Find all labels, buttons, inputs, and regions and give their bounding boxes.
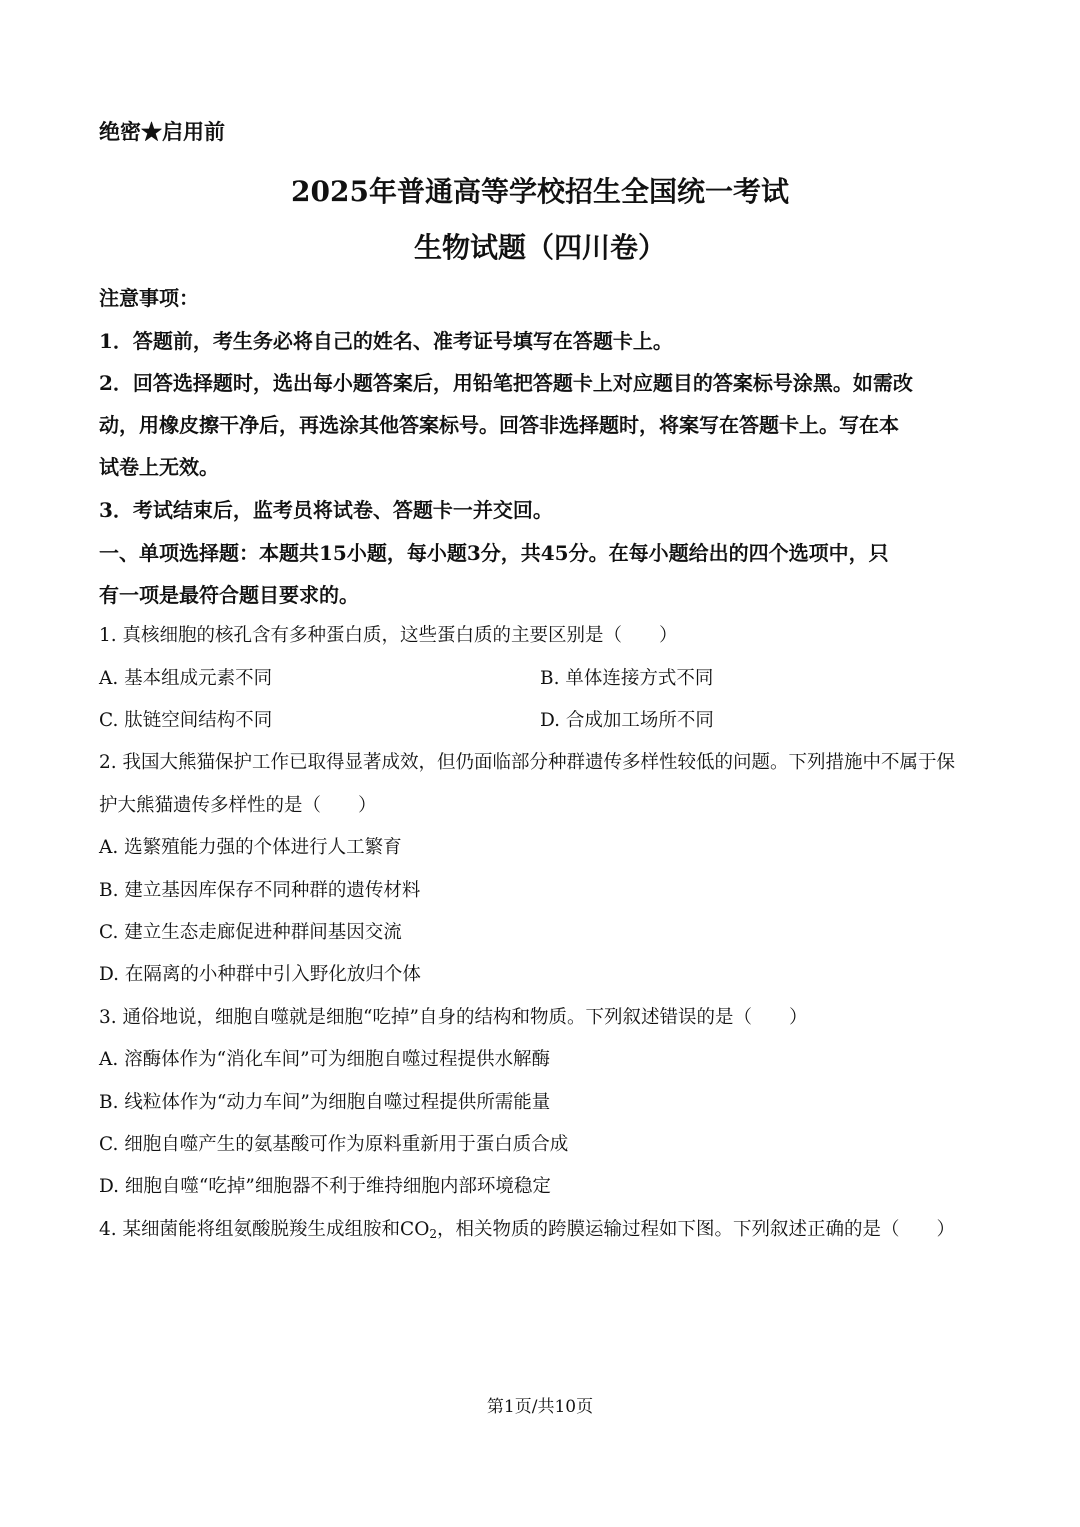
- question-3-stem: 3. 通俗地说，细胞自噬就是细胞“吃掉”自身的结构和物质。下列叙述错误的是（ ）: [99, 1007, 808, 1028]
- question-1-option-d: D. 合成加工场所不同: [540, 710, 714, 731]
- exam-title: 2025年普通高等学校招生全国统一考试: [291, 175, 789, 208]
- question-1-option-c: C. 肽链空间结构不同: [99, 710, 273, 731]
- exam-subtitle: 生物试题（四川卷）: [413, 231, 666, 264]
- question-2-option-c: C. 建立生态走廊促进种群间基因交流: [99, 922, 402, 943]
- question-1-option-a: A. 基本组成元素不同: [99, 668, 273, 689]
- question-2-option-d: D. 在隔离的小种群中引入野化放归个体: [99, 964, 421, 985]
- question-2-option-a: A. 选繁殖能力强的个体进行人工繁育: [99, 837, 402, 858]
- question-3-option-a: A. 溶酶体作为“消化车间”可为细胞自噬过程提供水解酶: [99, 1049, 551, 1070]
- question-1-stem: 1. 真核细胞的核孔含有多种蛋白质，这些蛋白质的主要区别是（ ）: [99, 625, 678, 646]
- confidential-label: 绝密★启用前: [99, 119, 225, 144]
- question-4-stem-subscript: 2: [429, 1227, 437, 1241]
- question-3-option-b: B. 线粒体作为“动力车间”为细胞自噬过程提供所需能量: [99, 1092, 551, 1113]
- notice-item-1: 1．答题前，考生务必将自己的姓名、准考证号填写在答题卡上。: [99, 329, 673, 353]
- question-2-stem-line-2: 护大熊猫遗传多样性的是（ ）: [99, 795, 377, 816]
- page-number: 第1页/共10页: [486, 1397, 594, 1417]
- notice-item-2-line-2: 动，用橡皮擦干净后，再选涂其他答案标号。回答非选择题时，将案写在答题卡上。写在本: [99, 413, 899, 437]
- notice-item-3: 3．考试结束后，监考员将试卷、答题卡一并交回。: [99, 498, 553, 522]
- notice-heading: 注意事项：: [99, 286, 199, 310]
- question-2-stem-line-1: 2. 我国大熊猫保护工作已取得显著成效，但仍面临部分种群遗传多样性较低的问题。下列措施中不属于保: [99, 752, 956, 773]
- question-3-option-c: C. 细胞自噬产生的氨基酸可作为原料重新用于蛋白质合成: [99, 1134, 569, 1155]
- notice-item-2-line-1: 2．回答选择题时，选出每小题答案后，用铅笔把答题卡上对应题目的答案标号涂黑。如需改: [99, 371, 913, 395]
- question-1-option-b: B. 单体连接方式不同: [540, 668, 714, 689]
- notice-item-2-line-3: 试卷上无效。: [99, 455, 219, 479]
- section-heading-line-1: 一、单项选择题：本题共15小题，每小题3分，共45分。在每小题给出的四个选项中，只: [99, 541, 889, 565]
- section-heading-line-2: 有一项是最符合题目要求的。: [99, 583, 359, 607]
- question-4-stem-after: ，相关物质的跨膜运输过程如下图。下列叙述正确的是（ ）: [437, 1219, 956, 1240]
- question-2-option-b: B. 建立基因库保存不同种群的遗传材料: [99, 880, 421, 901]
- question-4-stem-before: 4. 某细菌能将组氨酸脱羧生成组胺和CO: [99, 1219, 430, 1240]
- question-4-stem: [99, 1215, 955, 1241]
- question-3-option-d: D. 细胞自噬“吃掉”细胞器不利于维持细胞内部环境稳定: [99, 1176, 551, 1197]
